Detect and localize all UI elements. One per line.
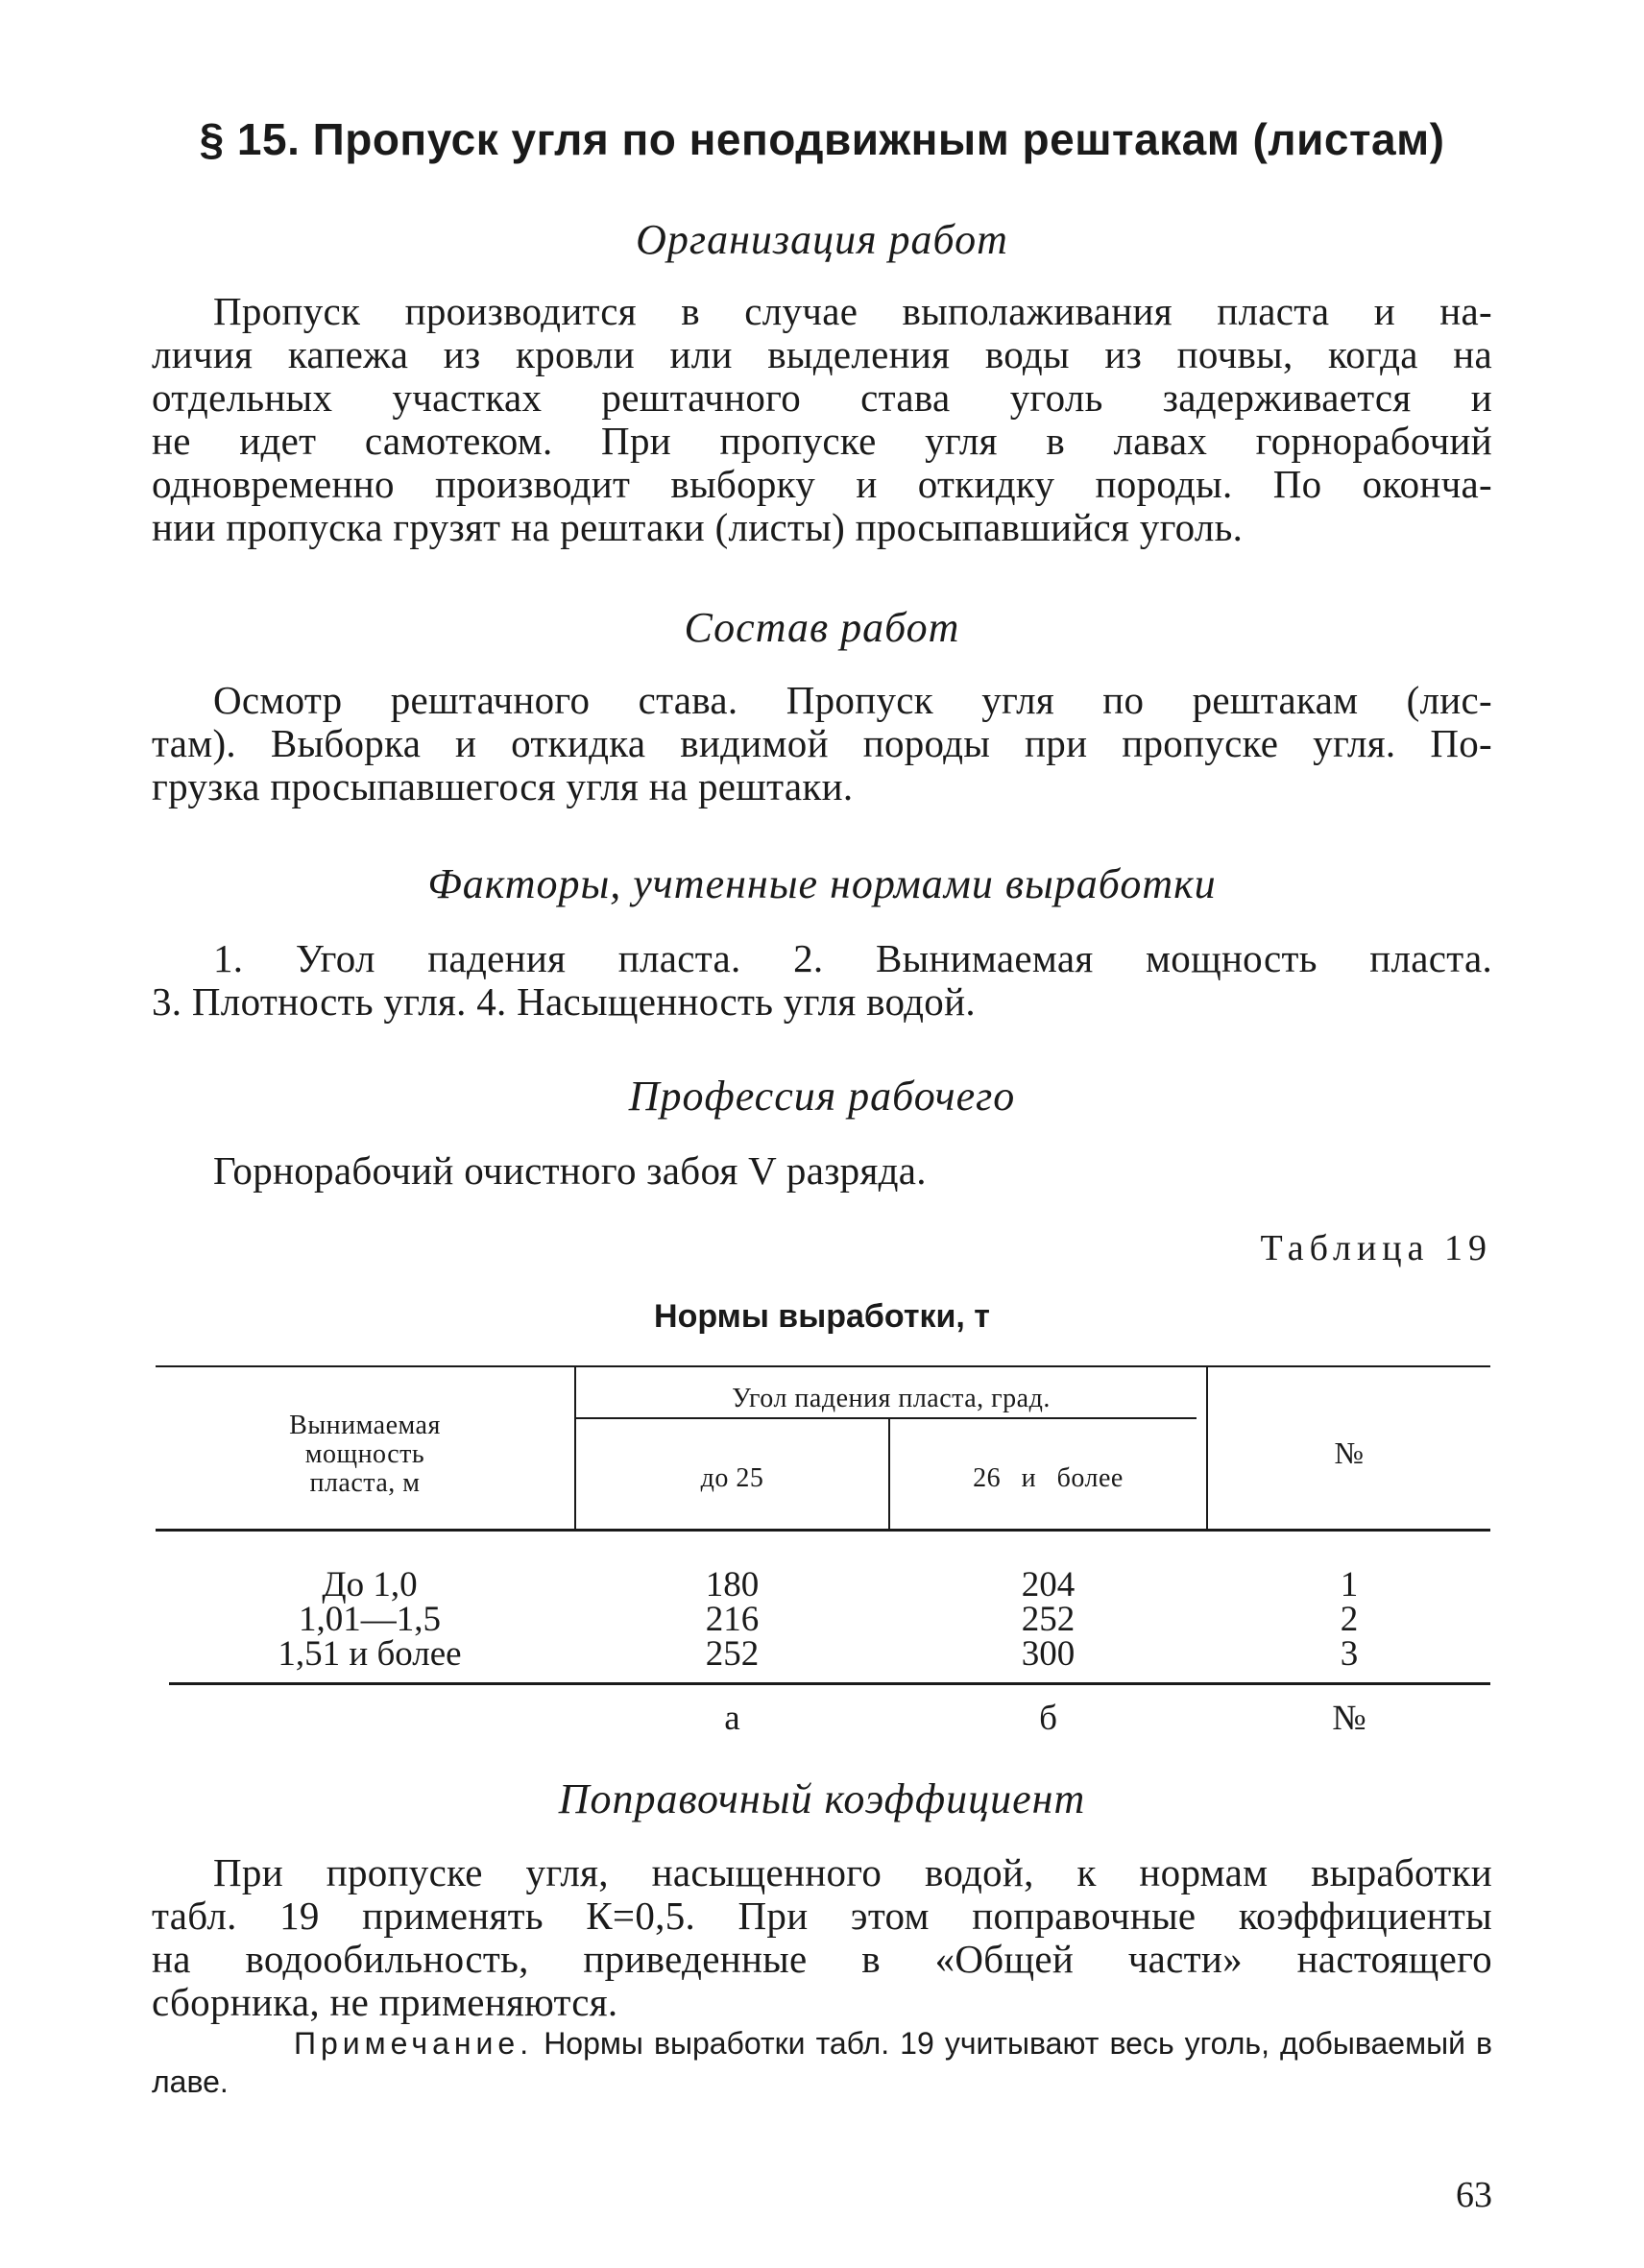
org-line: отдельных участках рештачного става уголь задерживается и xyxy=(152,375,1492,420)
correction-line: табл. 19 применять К=0,5. При этом поправочные коэффициенты xyxy=(152,1894,1492,1938)
cell-thickness: До 1,0 xyxy=(322,1565,418,1604)
cell-b: 204 xyxy=(1021,1565,1076,1604)
profession-paragraph xyxy=(152,1149,1492,1193)
footer-num: № xyxy=(1332,1699,1366,1738)
table-title: Нормы выработки, т xyxy=(654,1298,990,1335)
org-line: личия капежа из кровли или выделения воды из почвы, когда на xyxy=(152,332,1492,376)
table-subheader-rule xyxy=(574,1417,1197,1419)
composition-line: там). Выборка и откидка видимой породы при пропуске угля. По- xyxy=(152,721,1492,765)
col-angle-header: Угол падения пласта, град. xyxy=(732,1384,1051,1413)
factors-line: 1. Угол падения пласта. 2. Вынимаемая мощность пласта. xyxy=(213,936,1492,980)
col-upto25-header: до 25 xyxy=(700,1463,764,1493)
composition-heading: Состав работ xyxy=(684,604,960,651)
cell-num: 2 xyxy=(1340,1600,1359,1639)
col-26more-header: 26 и более xyxy=(973,1463,1124,1493)
note-label: Примечание. xyxy=(294,2026,534,2061)
org-line: одновременно производит выборку и откидку породы. По оконча- xyxy=(152,462,1492,506)
table-top-rule xyxy=(156,1365,1490,1367)
note-text: Нормы выработки табл. 19 учитывают весь уголь, добываемый в лаве. xyxy=(152,2026,1493,2099)
cell-num: 1 xyxy=(1340,1565,1359,1604)
page-number: 63 xyxy=(1456,2175,1492,2215)
correction-line: на водообильность, приведенные в «Общей части» настоящего xyxy=(152,1937,1492,1981)
section-title: § 15. Пропуск угля по неподвижным рештакам (листам) xyxy=(199,114,1445,164)
col-thickness-line: Вынимаемая xyxy=(289,1411,441,1440)
table-header-rule xyxy=(156,1529,1490,1532)
footer-a: а xyxy=(724,1699,740,1738)
cell-thickness: 1,01—1,5 xyxy=(299,1600,441,1639)
cell-a: 180 xyxy=(705,1565,760,1604)
composition-line: грузка просыпавшегося угля на рештаки. xyxy=(152,764,854,808)
org-paragraph xyxy=(152,290,1492,549)
table-label: Таблица 19 xyxy=(1260,1228,1492,1268)
profession-text: Горнорабочий очистного забоя V разряда. xyxy=(213,1148,927,1193)
cell-b: 252 xyxy=(1021,1600,1076,1639)
col-thickness-line: пласта, м xyxy=(309,1468,421,1498)
org-line: Пропуск производится в случае выполаживания пласта и на- xyxy=(213,289,1492,333)
correction-heading: Поправочный коэффициент xyxy=(558,1775,1086,1822)
composition-line: Осмотр рештачного става. Пропуск угля по рештакам (лис- xyxy=(213,678,1492,722)
table-bottom-rule xyxy=(169,1682,1490,1685)
cell-a: 252 xyxy=(705,1634,760,1674)
correction-line: сборника, не применяются. xyxy=(152,1980,618,2024)
org-line: не идет самотеком. При пропуске угля в лавах горнорабочий xyxy=(152,419,1492,463)
col-thickness-header xyxy=(156,1411,574,1498)
correction-paragraph xyxy=(152,1851,1492,2024)
cell-num: 3 xyxy=(1340,1634,1359,1674)
org-line: нии пропуска грузят на рештаки (листы) просыпавшийся уголь. xyxy=(152,505,1244,549)
note xyxy=(152,2024,1492,2101)
factors-heading: Факторы, учтенные нормами выработки xyxy=(427,860,1217,907)
cell-a: 216 xyxy=(705,1600,760,1639)
cell-thickness: 1,51 и более xyxy=(278,1634,462,1674)
correction-line: При пропуске угля, насыщенного водой, к нормам выработки xyxy=(213,1850,1492,1894)
factors-line: 3. Плотность угля. 4. Насыщенность угля водой. xyxy=(152,979,976,1024)
factors-paragraph xyxy=(152,937,1492,1024)
col-num-header: № xyxy=(1334,1436,1365,1470)
col-thickness-line: мощность xyxy=(304,1439,425,1469)
composition-paragraph xyxy=(152,679,1492,808)
org-heading: Организация работ xyxy=(636,216,1008,263)
cell-b: 300 xyxy=(1021,1634,1076,1674)
footer-b: б xyxy=(1039,1699,1057,1738)
profession-heading: Профессия рабочего xyxy=(628,1073,1016,1120)
